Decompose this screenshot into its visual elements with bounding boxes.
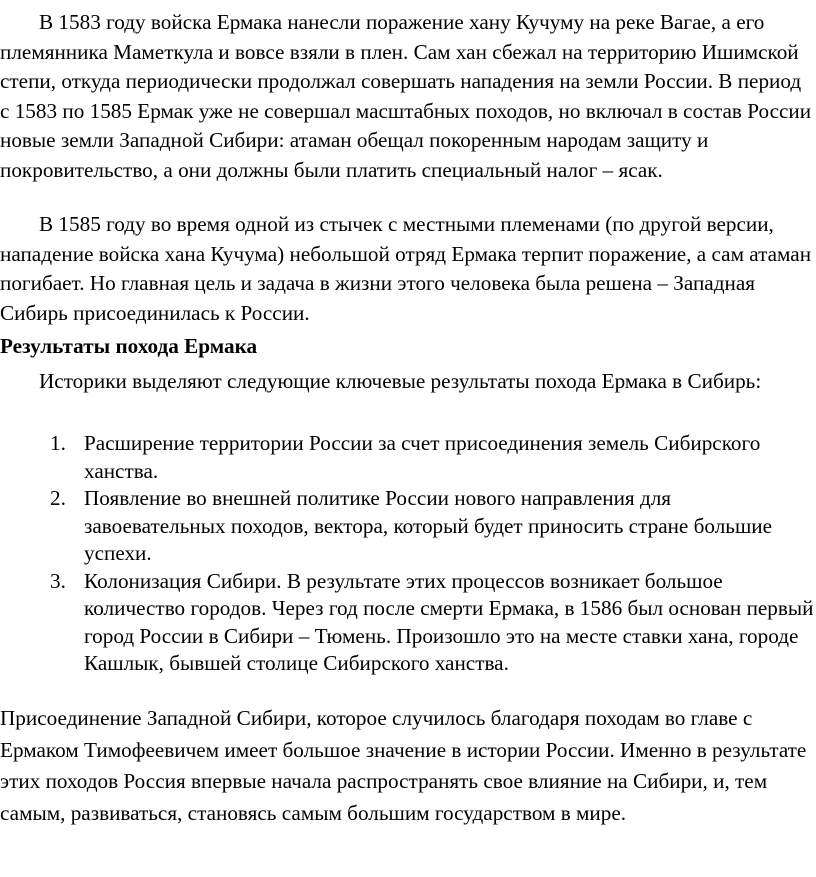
list-item-number: 2.: [50, 486, 66, 510]
conclusion-paragraph: Присоединение Западной Сибири, которое случилось благодаря походам во главе с Ермаком Тимофеевичем имеет большое значение в истории России. Именно в результате этих походов Россия впервые начала распространять свое влияние на Сибири, и, тем самым, развиваться, становясь самым большим государством в мире.: [0, 706, 807, 825]
list-item-text: Расширение территории России за счет присоединения земель Сибирского ханства.: [84, 431, 761, 483]
list-item-text: Появление во внешней политике России нового направления для завоевательных походов, вектора, который будет приносить стране большие успехи.: [84, 486, 773, 565]
section-intro: Историки выделяют следующие ключевые результаты похода Ермака в Сибирь:: [39, 369, 762, 393]
results-list: [0, 430, 814, 678]
paragraph-1583-battle: В 1583 году войска Ермака нанесли поражение хану Кучуму на реке Вагае, а его племянника Маметкула и вовсе взяли в плен. Сам хан сбежал на территорию Ишимской степи, откуда периодически продолжал совершать нападения на земли России. В период с 1583 по 1585 Ермак уже не совершал масштабных походов, но включал в состав России новые земли Западной Сибири: атаман обещал покоренным народам защиту и покровительство, а они должны были платить специальный налог – ясак.: [0, 10, 812, 182]
list-item-number: 3.: [50, 568, 66, 593]
list-item: [0, 485, 814, 568]
list-item: [0, 568, 814, 678]
list-item: [0, 430, 814, 485]
paragraph-1585-death: В 1585 году во время одной из стычек с местными племенами (по другой версии, нападение войска хана Кучума) небольшой отряд Ермака терпит поражение, а сам атаман погибает. Но главная цель и задача в жизни этого человека была решена – Западная Сибирь присоединилась к России.: [0, 212, 812, 325]
list-item-number: 1.: [50, 431, 66, 455]
list-item-text: Колонизация Сибири. В результате этих процессов возникает большое количество городов. Через год после смерти Ермака, в 1586 был основан первый город России в Сибири – Тюмень. Произошло это на месте ставки хана, городе Кашлык, бывшей столице Сибирского ханства.: [84, 568, 814, 675]
section-heading: Результаты похода Ермака: [0, 334, 258, 358]
